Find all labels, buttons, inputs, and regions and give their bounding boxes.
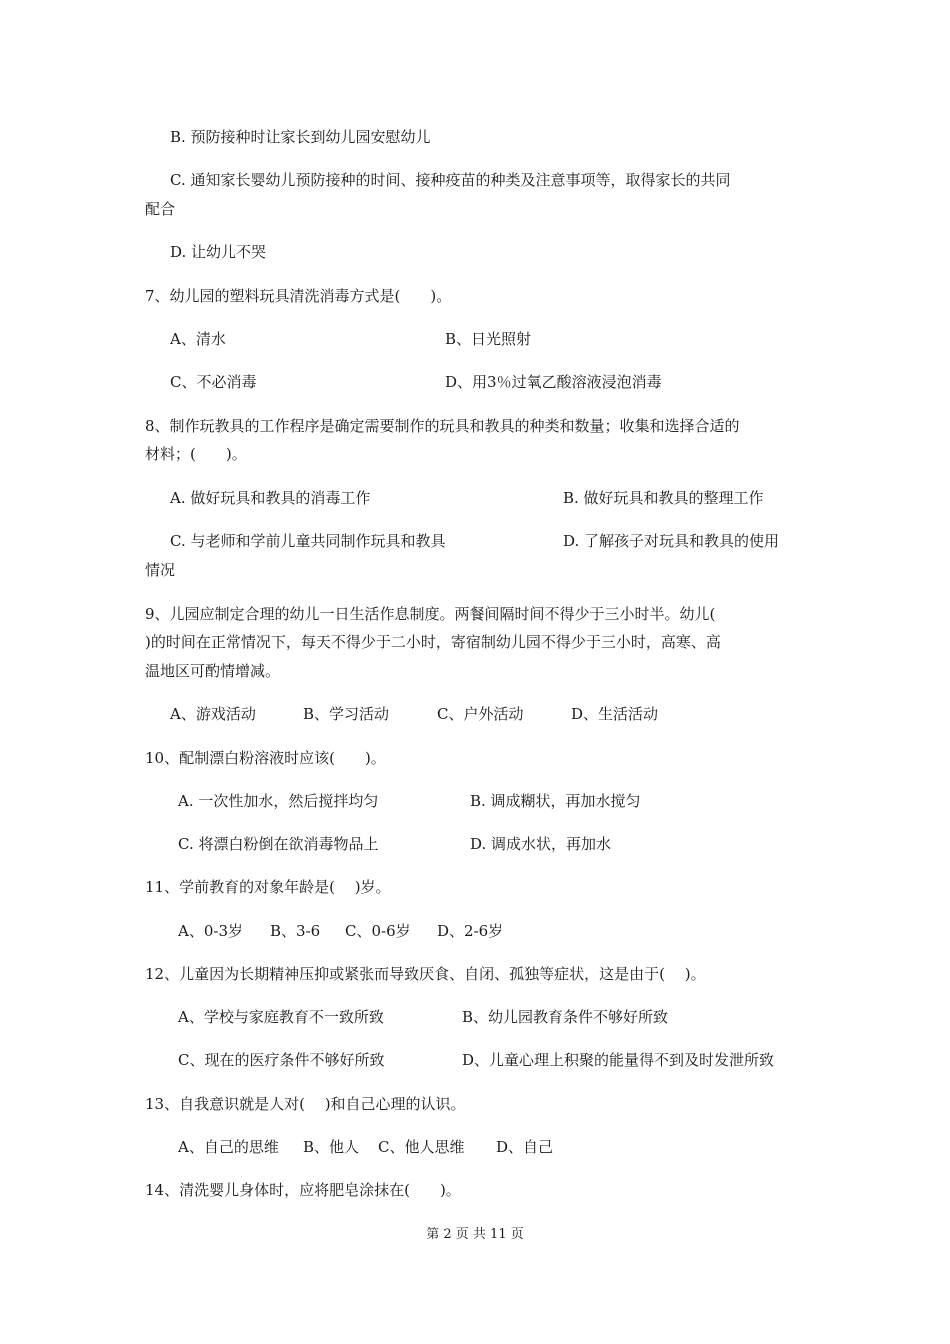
q8-option-a: A. 做好玩具和教具的消毒工作	[170, 489, 371, 507]
q6-option-c-continued: 配合	[145, 200, 176, 218]
q13-option-a: A、自己的思维	[178, 1138, 279, 1156]
q11-option-d: D、2-6岁	[437, 922, 504, 940]
q6-option-d: D. 让幼儿不哭	[170, 243, 267, 261]
q7-option-a: A、清水	[170, 330, 226, 348]
question-7: 7、幼儿园的塑料玩具清洗消毒方式是( )。	[145, 287, 452, 305]
q12-option-a: A、学校与家庭教育不一致所致	[178, 1008, 384, 1026]
question-8-continued: 材料；( )。	[145, 445, 247, 463]
q8-option-d: D. 了解孩子对玩具和教具的使用	[563, 532, 780, 550]
q13-option-d: D、自己	[496, 1138, 554, 1156]
q12-option-b: B、幼儿园教育条件不够好所致	[462, 1008, 669, 1026]
q11-option-a: A、0-3岁	[178, 922, 243, 940]
q10-option-a: A. 一次性加水，然后搅拌均匀	[178, 792, 379, 810]
q10-option-c: C. 将漂白粉倒在欲消毒物品上	[178, 835, 379, 853]
q6-option-c: C. 通知家长婴幼儿预防接种的时间、接种疫苗的种类及注意事项等，取得家长的共同	[170, 171, 731, 189]
q9-option-b: B、学习活动	[303, 705, 390, 723]
q6-option-b: B. 预防接种时让家长到幼儿园安慰幼儿	[170, 128, 431, 146]
q12-option-d: D、儿童心理上积聚的能量得不到及时发泄所致	[462, 1051, 775, 1069]
question-14: 14、清洗婴儿身体时，应将肥皂涂抹在( )。	[145, 1181, 461, 1199]
question-9-line-2: )的时间在正常情况下，每天不得少于二小时，寄宿制幼儿园不得少于三小时，高寒、高	[145, 633, 721, 651]
q9-option-d: D、生活活动	[571, 705, 659, 723]
question-13: 13、自我意识就是人对( )和自己心理的认识。	[145, 1095, 466, 1113]
q10-option-b: B. 调成糊状，再加水搅匀	[470, 792, 641, 810]
q7-option-d: D、用3％过氧乙酸溶液浸泡消毒	[445, 373, 662, 391]
q9-option-c: C、户外活动	[437, 705, 524, 723]
q8-option-b: B. 做好玩具和教具的整理工作	[563, 489, 764, 507]
q13-option-b: B、他人	[303, 1138, 360, 1156]
question-11: 11、学前教育的对象年龄是( )岁。	[145, 878, 391, 896]
page-footer: 第 2 页 共 11 页	[426, 1227, 524, 1242]
q7-option-c: C、不必消毒	[170, 373, 257, 391]
q10-option-d: D. 调成水状，再加水	[470, 835, 612, 853]
question-10: 10、配制漂白粉溶液时应该( )。	[145, 749, 386, 767]
question-9: 9、儿园应制定合理的幼儿一日生活作息制度。两餐间隔时间不得少于三小时半。幼儿(	[145, 605, 716, 623]
q8-option-c: C. 与老师和学前儿童共同制作玩具和教具	[170, 532, 446, 550]
q13-option-c: C、他人思维	[378, 1138, 465, 1156]
q11-option-c: C、0-6岁	[345, 922, 411, 940]
q8-option-d-continued: 情况	[145, 561, 176, 579]
q11-option-b: B、3-6	[270, 922, 321, 940]
q7-option-b: B、日光照射	[445, 330, 532, 348]
question-12: 12、儿童因为长期精神压抑或紧张而导致厌食、自闭、孤独等症状，这是由于( )。	[145, 965, 706, 983]
q12-option-c: C、现在的医疗条件不够好所致	[178, 1051, 385, 1069]
question-9-line-3: 温地区可酌情增减。	[145, 662, 281, 680]
q9-option-a: A、游戏活动	[170, 705, 256, 723]
question-8: 8、制作玩教具的工作程序是确定需要制作的玩具和教具的种类和数量；收集和选择合适的	[145, 417, 740, 435]
